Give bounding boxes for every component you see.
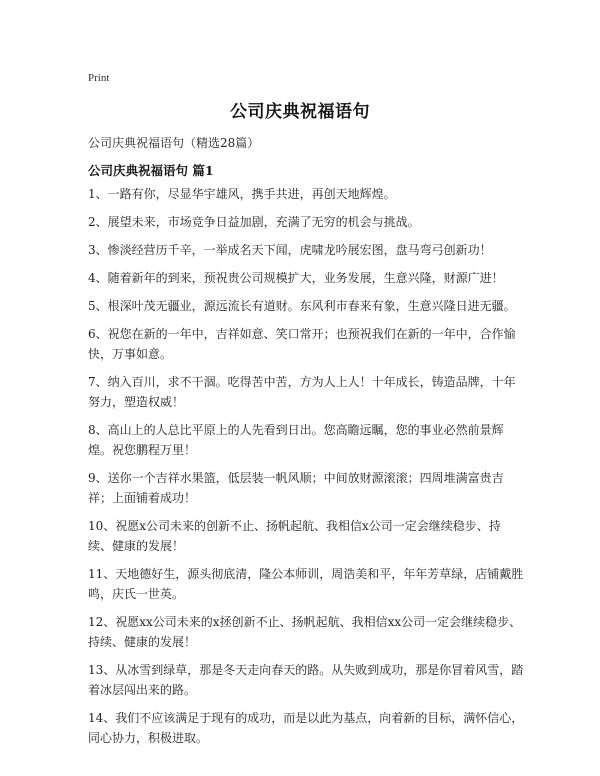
- list-item: 5、根深叶茂无疆业，源远流长有道财。东风利市春来有象，生意兴隆日进无疆。: [88, 299, 516, 313]
- list-item: 14、我们不应该满足于现有的成功，而是以此为基点，向着新的目标，满怀信心，同心协力，积极进取。: [88, 711, 524, 745]
- list-item: 9、送你一个吉祥水果篮，低层装一帆风顺；中间放财源滚滚；四周堆满富贵吉祥；上面铺着成功！: [88, 471, 504, 505]
- list-item: 12、祝愿xx公司未来的x拯创新不止、扬帆起航、我相信xx公司一定会继续稳步、持续、健康的发展！: [88, 615, 522, 649]
- list-item: 13、从冰雪到绿草，那是冬天走向春天的路。从失败到成功，那是你冒着风雪，踏着冰层闯出来的路。: [88, 663, 524, 697]
- list-item: 2、展望未来，市场竞争日益加剧，充满了无穷的机会与挑战。: [88, 215, 420, 229]
- list-item: 3、惨淡经营历千辛，一举成名天下闻，虎啸龙吟展宏图，盘马弯弓创新功！: [88, 243, 492, 257]
- list-item: 7、纳入百川，求不干涸。吃得苦中苦，方为人上人！十年成长，铸造品牌，十年努力，塑造权威！: [88, 375, 516, 409]
- page-title: 公司庆典祝福语句: [230, 102, 370, 122]
- list-item: 1、一路有你，尽显华宇雄风，携手共进，再创天地辉煌。: [88, 187, 396, 201]
- list-item: 8、高山上的人总比平原上的人先看到日出。您高瞻远瞩，您的事业必然前景辉煌。祝您鹏程万里！: [88, 423, 504, 457]
- list-item: 11、天地德好生，源头彻底清，隆公本师训，周诰美和平，年年芳草绿，店铺戴胜鸣，庆氏一世英。: [88, 567, 524, 601]
- blessing-list: [88, 184, 524, 756]
- print-label[interactable]: Print: [88, 72, 110, 84]
- section-heading: 公司庆典祝福语句 篇1: [88, 163, 214, 178]
- list-item: 4、随着新年的到来，预祝贵公司规模扩大，业务发展，生意兴隆，财源广进！: [88, 271, 504, 285]
- list-item: 6、祝您在新的一年中，吉祥如意、笑口常开；也预祝我们在新的一年中，合作愉快，万事如意。: [88, 327, 516, 361]
- list-item: 10、祝愿x公司未来的创新不止、扬帆起航、我相信x公司一定会继续稳步、持续、健康的发展！: [88, 519, 501, 553]
- document-subtitle: 公司庆典祝福语句（精选28篇）: [88, 136, 260, 150]
